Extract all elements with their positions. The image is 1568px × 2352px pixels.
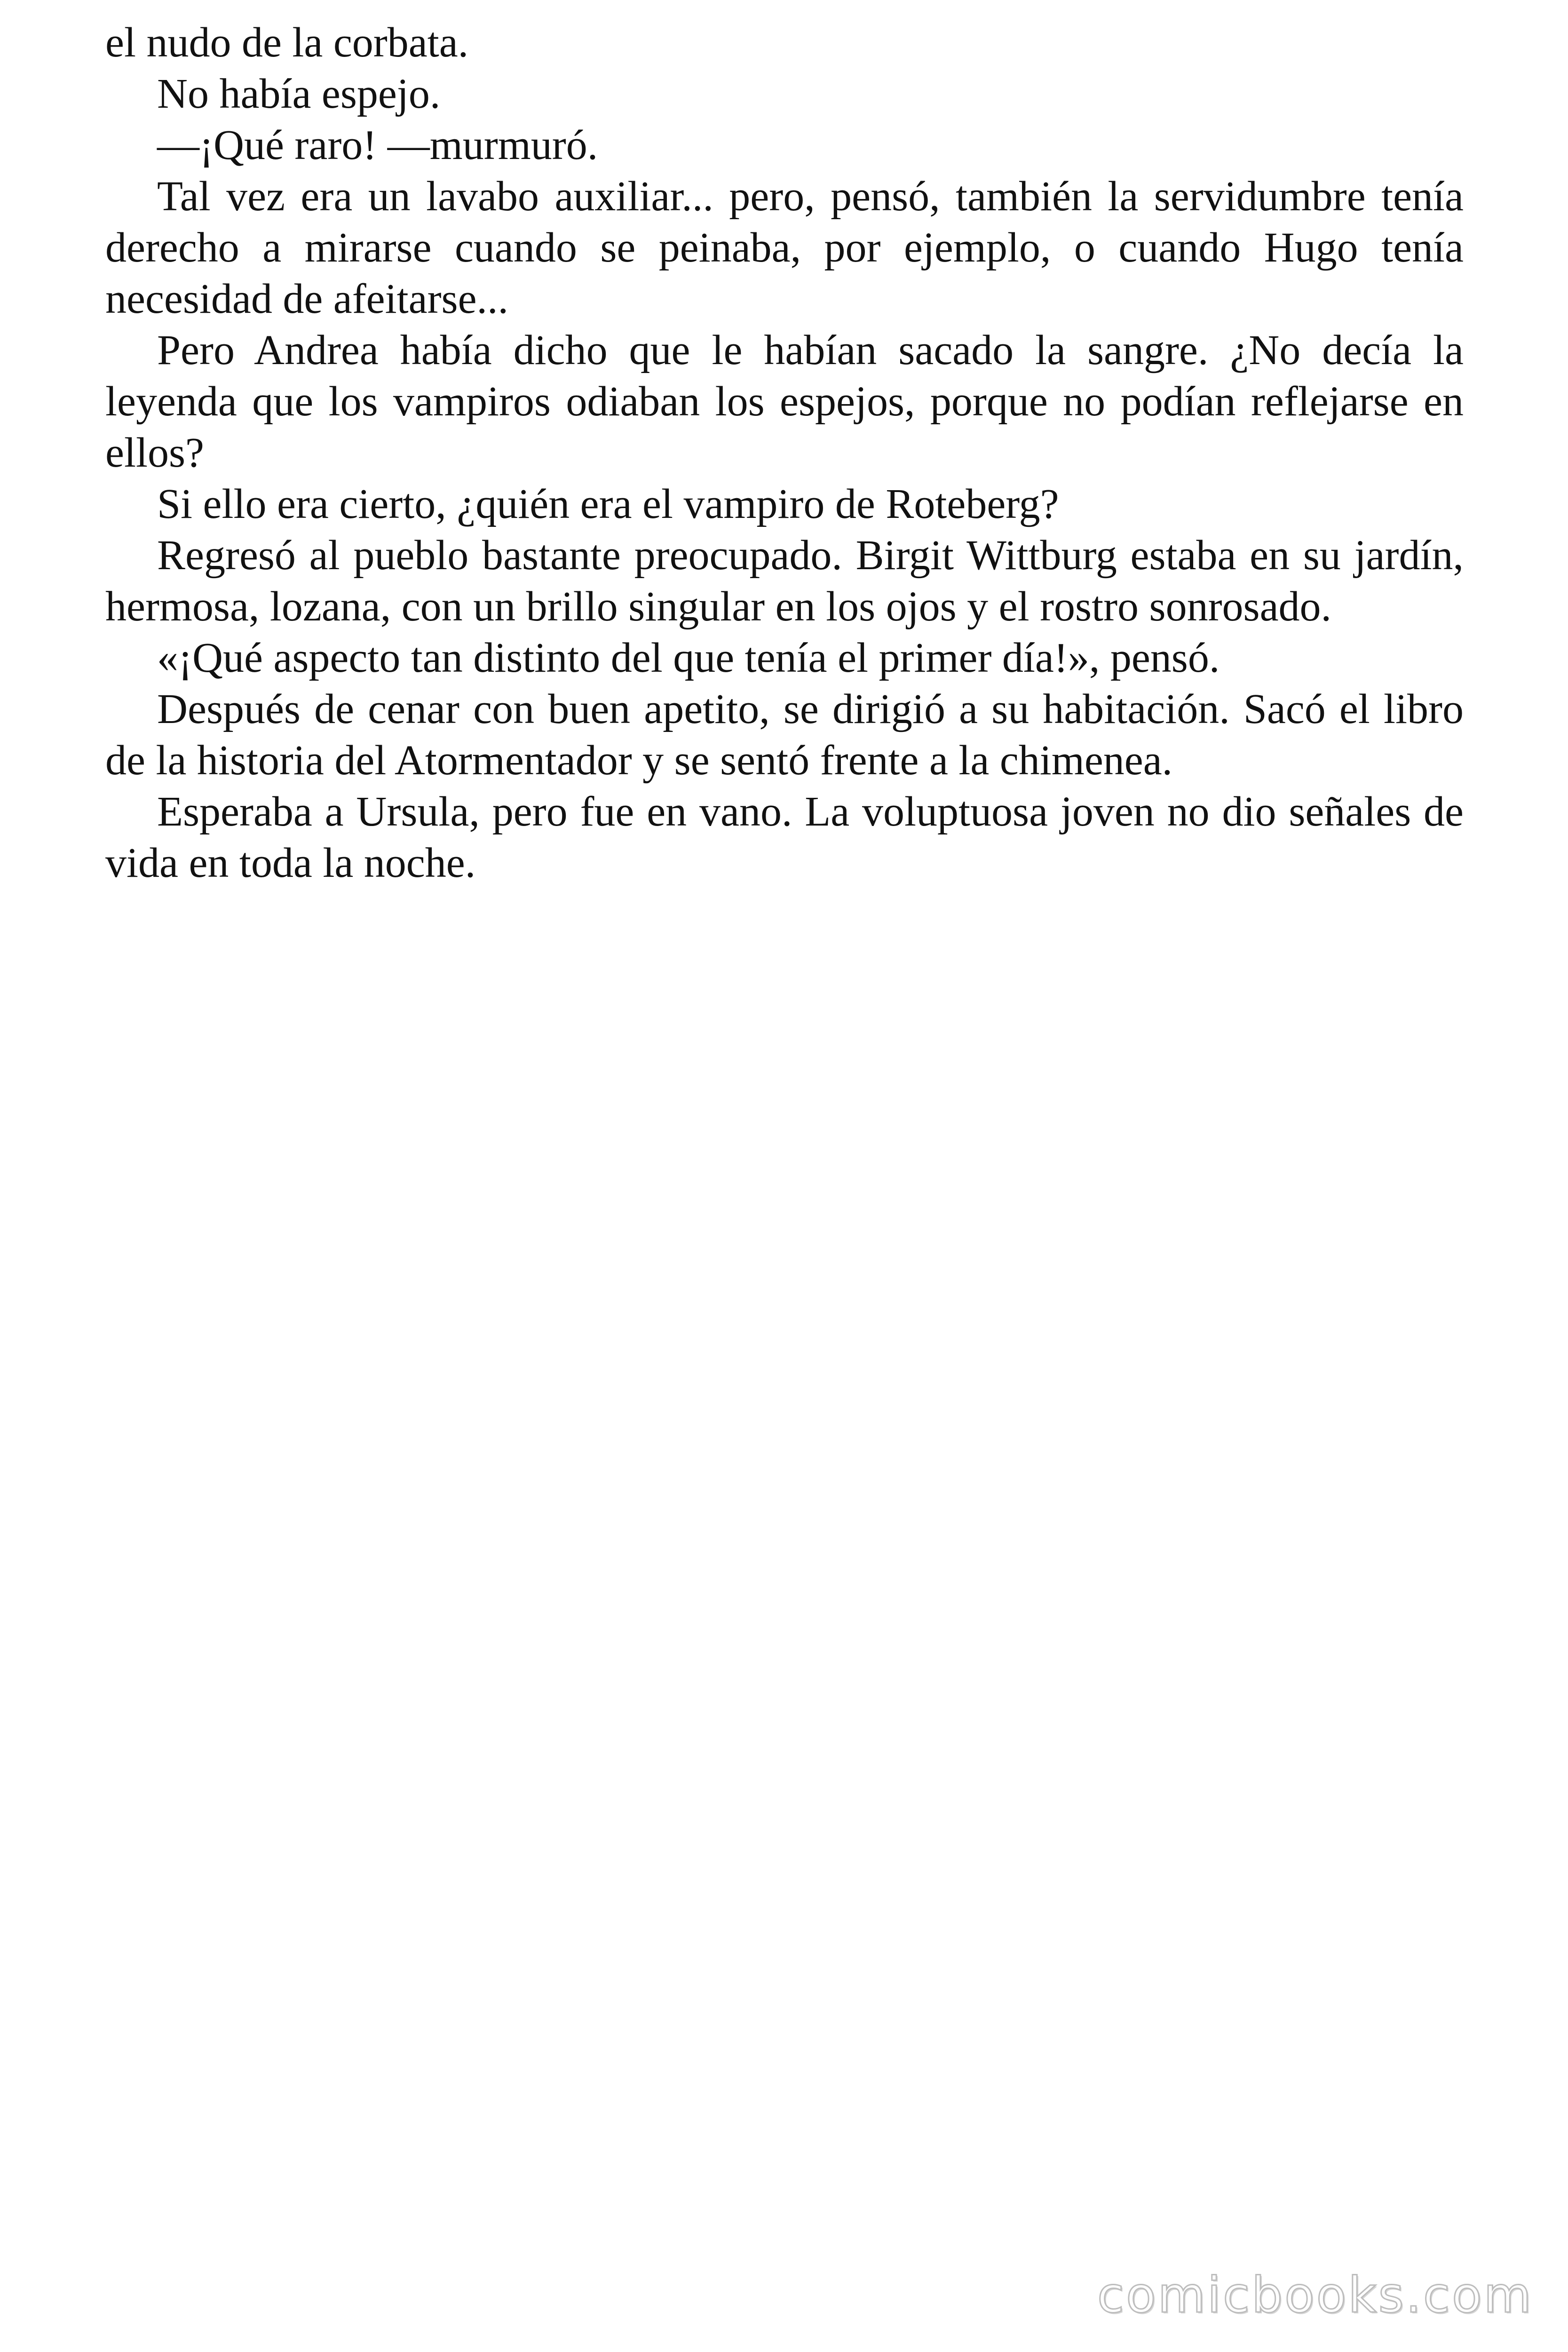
paragraph-4: Tal vez era un lavabo auxiliar... pero, pensó, también la servidumbre tenía derecho a mirarse cuando se peinaba, por ejemplo, o cuando Hugo tenía necesidad de afeitarse...	[105, 173, 1464, 322]
paragraph-1: el nudo de la corbata.	[105, 19, 469, 66]
paragraph-7: Regresó al pueblo bastante preocupado. Birgit Wittburg estaba en su jardín, hermosa, lozana, con un brillo singular en los ojos y el rostro sonrosado.	[105, 532, 1464, 630]
watermark: comicbooks.com	[1097, 2266, 1533, 2324]
paragraph-10: Esperaba a Ursula, pero fue en vano. La voluptuosa joven no dio señales de vida en toda la noche.	[105, 788, 1464, 886]
body-text	[105, 17, 1464, 889]
paragraph-5: Pero Andrea había dicho que le habían sacado la sangre. ¿No decía la leyenda que los vampiros odiaban los espejos, porque no podían reflejarse en ellos?	[105, 327, 1464, 476]
paragraph-9: Después de cenar con buen apetito, se dirigió a su habitación. Sacó el libro de la historia del Atormentador y se sentó frente a la chimenea.	[105, 686, 1464, 784]
paragraph-3: —¡Qué raro! —murmuró.	[157, 122, 598, 168]
paragraph-2: No había espejo.	[157, 71, 441, 117]
paragraph-8: «¡Qué aspecto tan distinto del que tenía el primer día!», pensó.	[157, 635, 1220, 681]
paragraph-6: Si ello era cierto, ¿quién era el vampiro de Roteberg?	[157, 481, 1059, 527]
